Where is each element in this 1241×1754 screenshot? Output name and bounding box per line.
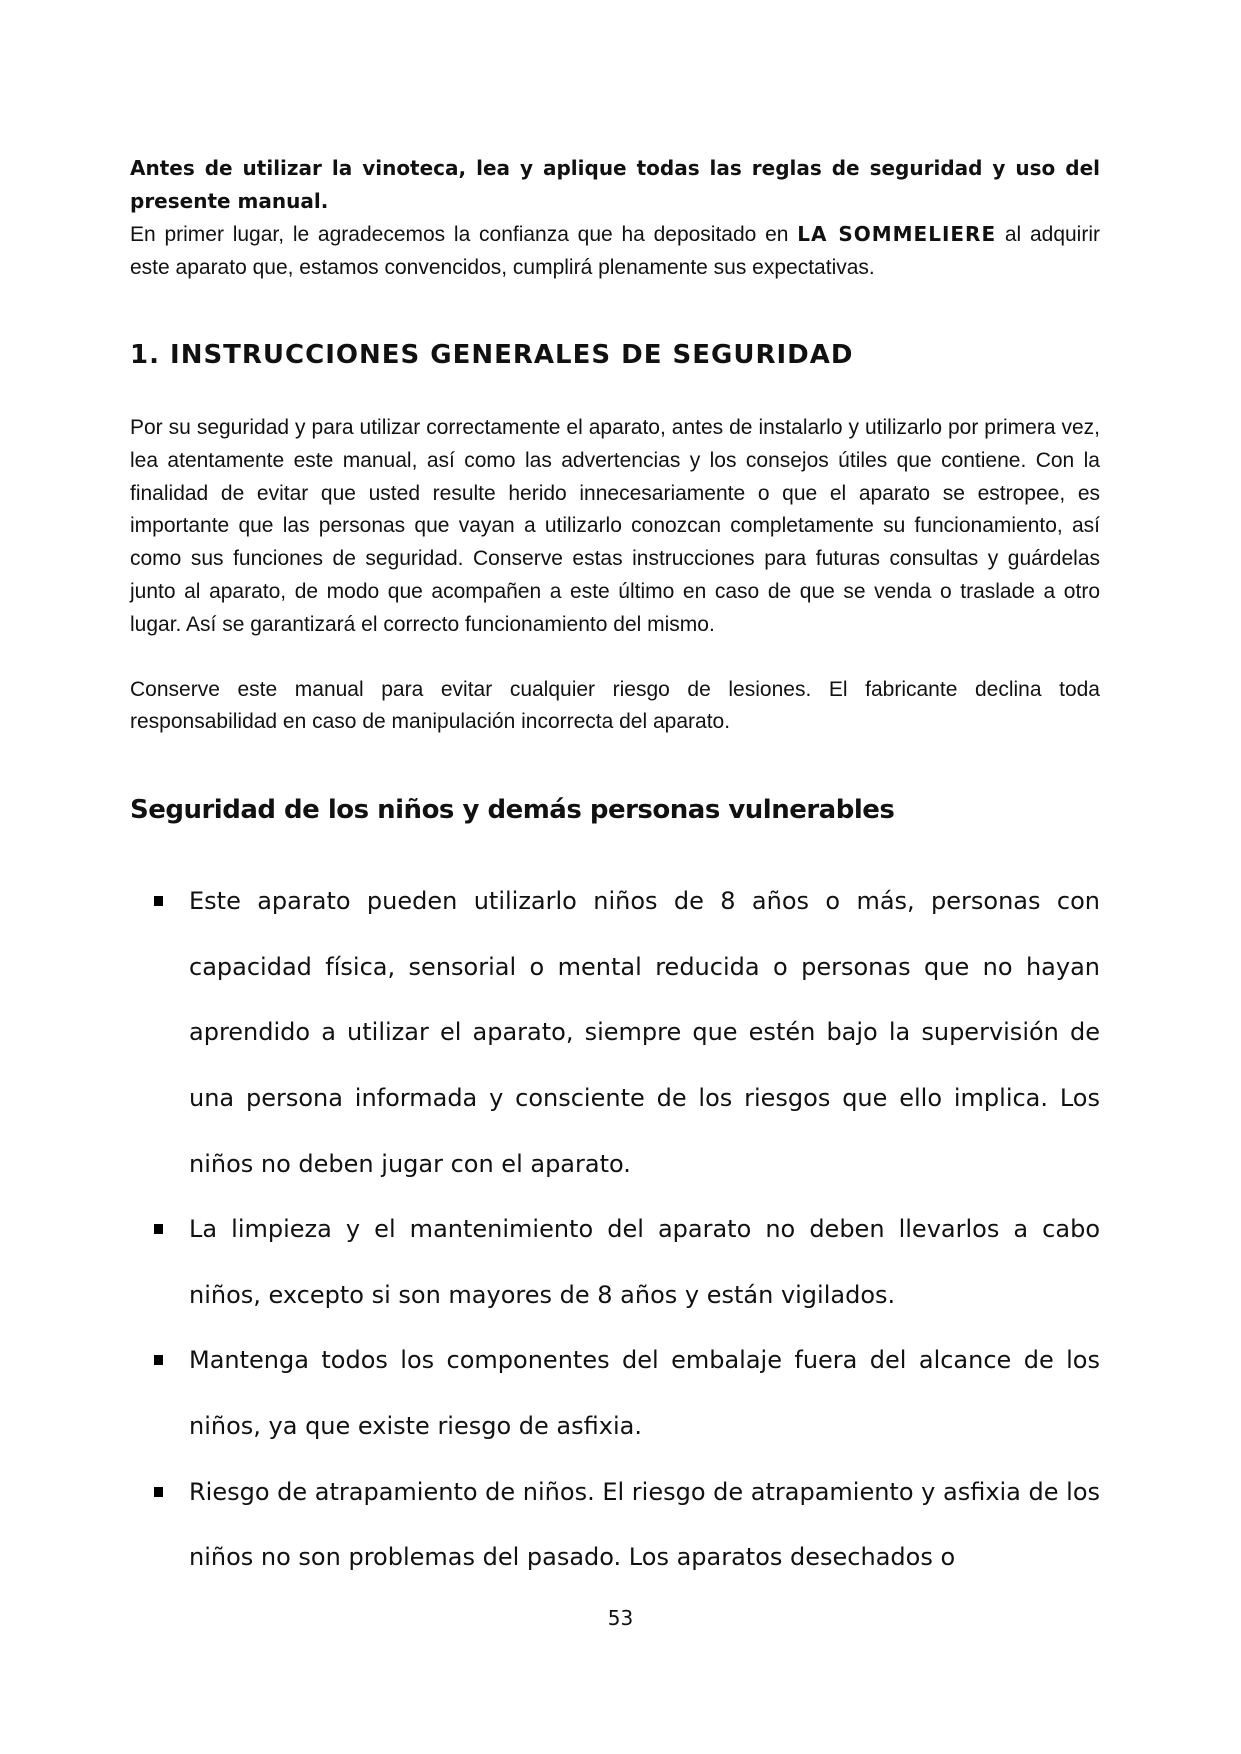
intro-warning: Antes de utilizar la vinoteca, lea y aplique todas las reglas de seguridad y uso del presente manual.: [130, 156, 1100, 213]
safety-paragraph: Por su seguridad y para utilizar correctamente el aparato, antes de instalarlo y utilizarlo por primera vez, lea atentamente este manual, así como las advertencias y los consejos útiles que contiene. Con la finalidad de evitar que usted resulte herido innecesariamente o que el aparato se estropee, es importante que las personas que vayan a utilizarlo conozcan completamente su funcionamiento, así como sus funciones de seguridad. Conserve estas instrucciones para futuras consultas y guárdelas junto al aparato, de modo que acompañen a este último en caso de que se venda o traslade a otro lugar. Así se garantizará el correcto funcionamiento del mismo.: [130, 416, 1100, 636]
bullet-text: La limpieza y el mantenimiento del aparato no deben llevarlos a cabo niños, excepto si son mayores de 8 años y están vigilados.: [189, 1215, 1100, 1309]
section-title: 1. INSTRUCCIONES GENERALES DE SEGURIDAD: [130, 340, 854, 370]
bullet-item: [130, 1460, 1100, 1591]
intro-thanks-end: al adquirir este aparato que, estamos convencidos, cumplirá plenamente sus expectativas.: [130, 223, 1100, 279]
bullet-item: [130, 1197, 1100, 1328]
subsection-title: Seguridad de los niños y demás personas vulnerables: [130, 795, 895, 826]
page-number: 53: [607, 1606, 634, 1630]
square-bullet-icon: [154, 896, 163, 906]
brand-name: LA SOMMELIERE: [797, 222, 997, 246]
intro-thanks-start: En primer lugar, le agradecemos la confianza que ha depositado en: [130, 223, 798, 246]
square-bullet-icon: [154, 1355, 163, 1365]
bullet-item: [130, 1328, 1100, 1459]
liability-paragraph: Conserve este manual para evitar cualquier riesgo de lesiones. El fabricante declina toda responsabilidad en caso de manipulación incorrecta del aparato.: [130, 677, 1100, 734]
bullet-text: Este aparato pueden utilizarlo niños de 8 años o más, personas con capacidad física, sensorial o mental reducida o personas que no hayan aprendido a utilizar el aparato, siempre que estén bajo la supervisión de una persona informada y consciente de los riesgos que ello implica. Los niños no deben jugar con el aparato.: [189, 887, 1100, 1178]
square-bullet-icon: [154, 1224, 163, 1234]
bullet-text: Riesgo de atrapamiento de niños. El riesgo de atrapamiento y asfixia de los niños no son problemas del pasado. Los aparatos desechados o: [189, 1477, 1101, 1572]
intro-thanks: [130, 218, 1100, 284]
bullet-item: [130, 869, 1100, 1197]
square-bullet-icon: [154, 1487, 163, 1497]
document-page: [130, 152, 1100, 1591]
bullet-text: Mantenga todos los componentes del embalaje fuera del alcance de los niños, ya que existe riesgo de asfixia.: [189, 1346, 1100, 1440]
safety-bullet-list: [130, 869, 1100, 1591]
